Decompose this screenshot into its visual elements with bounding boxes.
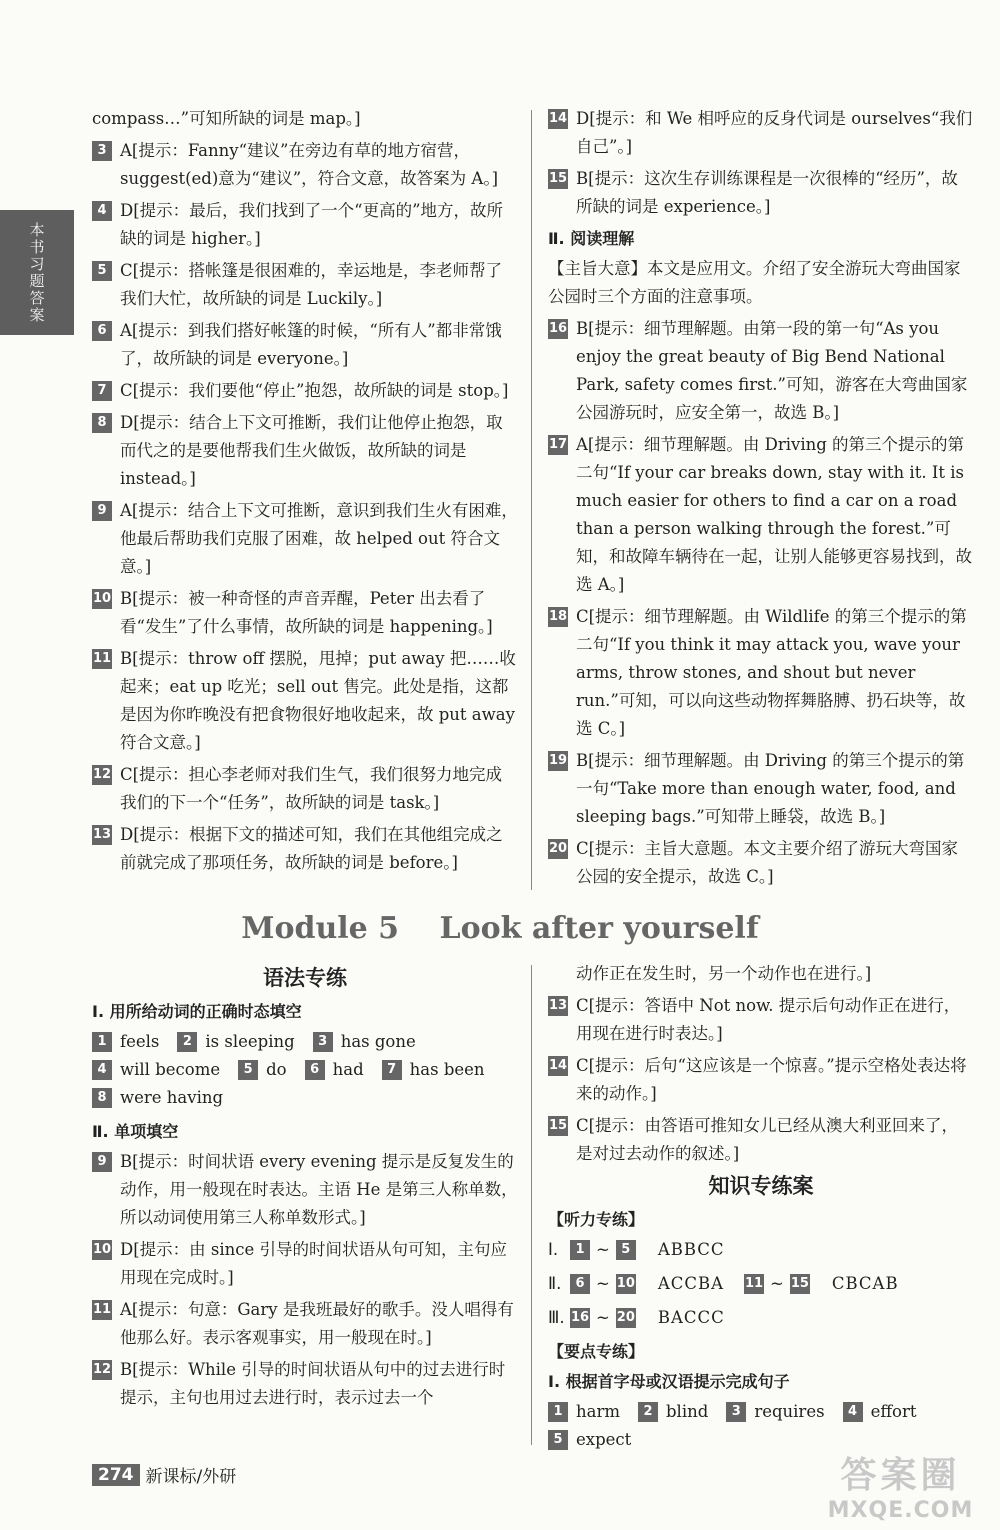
answer-item: [548, 747, 974, 831]
page-number: 274: [92, 1464, 140, 1486]
item-text: A[提示：细节理解题。由 Driving 的第三个提示的第二句“If your car breaks down, stay with it. It is much easier for others to find a car on a road than a person walking through the forest.”可知，和故障车辆待在一起，让别人能够更容易找到，故选 A。]: [576, 435, 972, 594]
item-text: A[提示：Fanny“建议”在旁边有草的地方宿营，suggest(ed)意为“建议”，符合文意，故答案为 A。]: [120, 141, 499, 188]
item-number: 4: [92, 1060, 112, 1080]
grammar-title: 语法专练: [263, 966, 347, 990]
answer-item: [92, 1236, 518, 1292]
answer-text: has gone: [340, 1032, 416, 1051]
right-top-column: [548, 105, 974, 895]
answer-item: [92, 761, 518, 817]
range-start: 11: [744, 1274, 764, 1294]
item-number: 3: [313, 1032, 333, 1052]
item-text: B[提示：throw off 摆脱，甩掉；put away 把……收起来；eat up 吃光；sell out 售完。此处是指，这都是因为你昨晚没有把食物很好地收起来，故 put away 符合文意。]: [120, 649, 516, 752]
item-number: 2: [177, 1032, 197, 1052]
item-text: A[提示：句意：Gary 是我班最好的歌手。没人唱得有他那么好。表示客观事实，用一般现在时。]: [120, 1300, 514, 1347]
watermark-text: 答案圈: [840, 1455, 961, 1496]
item-text: C[提示：我们要他“停止”抱怨，故所缺的词是 stop。]: [120, 381, 509, 400]
answer-item: [548, 165, 974, 221]
range-end: 10: [616, 1274, 636, 1294]
item-number: 5: [238, 1060, 258, 1080]
item-number: 1: [548, 1402, 568, 1422]
item-number: 7: [92, 381, 112, 401]
answer-item: [548, 992, 974, 1048]
answer-entry: [548, 1398, 620, 1426]
answer-item: [548, 1112, 974, 1168]
item-number: 13: [92, 825, 112, 845]
item-number: 17: [548, 435, 568, 455]
listening-row: Ⅱ. 6 ~ 10 ACCBA 11 ~ 15 CBCAB: [548, 1270, 974, 1298]
answer-entry: [382, 1056, 485, 1084]
answer-item: [92, 197, 518, 253]
item-text: B[提示：被一种奇怪的声音弄醒，Peter 出去看了看“发生”了什么事情，故所缺的词是 happening。]: [120, 589, 493, 636]
item-text: D[提示：最后，我们找到了一个“更高的”地方，故所缺的词是 higher。]: [120, 201, 504, 248]
answer-item: [92, 377, 518, 405]
answer-item: [548, 431, 974, 599]
answer-text: had: [332, 1060, 364, 1079]
item-number: 9: [92, 1152, 112, 1172]
answer-entry: [92, 1084, 223, 1112]
answer-entry: [92, 1028, 159, 1056]
answer-entry: [92, 1056, 220, 1084]
answer-entry: [843, 1398, 917, 1426]
item-number: 11: [92, 649, 112, 669]
answer-code: ACCBA: [657, 1274, 725, 1293]
answer-item: [92, 257, 518, 313]
left-top-column: [92, 105, 518, 881]
answer-text: do: [266, 1060, 287, 1079]
answer-item: [92, 317, 518, 373]
edition-label: 新课标/外研: [145, 1467, 237, 1487]
range-end: 20: [616, 1308, 636, 1328]
item-number: 14: [548, 109, 568, 129]
listening-row: Ⅲ. 16 ~ 20 BACCC: [548, 1304, 974, 1332]
answer-entry: [726, 1398, 824, 1426]
item-text: D[提示：和 We 相呼应的反身代词是 ourselves“我们自己”。]: [576, 109, 973, 156]
answer-text: blind: [666, 1402, 709, 1421]
item-text: B[提示：While 引导的时间状语从句中的过去进行时提示，主句也用过去进行时，表示过去一个: [120, 1360, 506, 1407]
watermark-logo: [813, 1447, 988, 1522]
listening-row: Ⅰ. 1 ~ 5 ABBCC: [548, 1236, 974, 1264]
left-bottom-column: [92, 960, 518, 1416]
item-number: 20: [548, 839, 568, 859]
item-number: 9: [92, 501, 112, 521]
item-number: 3: [92, 141, 112, 161]
item-text: C[提示：细节理解题。由 Wildlife 的第三个提示的第二句“If you think it may attack you, wave your arms, throw stones, and shout but never run.”可知，可以向这些动物挥舞胳膊、扔石块等，故选 C。]: [576, 607, 967, 738]
continuation-text: compass…”可知所缺的词是 map。]: [92, 109, 361, 128]
answer-item: [92, 409, 518, 493]
item-number: 4: [92, 201, 112, 221]
item-text: B[提示：细节理解题。由 Driving 的第三个提示的第一句“Take more than enough water, food, and sleeping bags.”可知带上睡袋，故选 B。]: [576, 751, 965, 826]
answer-item: [92, 1356, 518, 1412]
answer-text: were having: [120, 1088, 224, 1107]
answer-item: [548, 835, 974, 891]
answer-item: [92, 1148, 518, 1232]
continuation-text: 动作正在发生时，另一个动作也在进行。]: [576, 964, 872, 983]
item-number: 12: [92, 1360, 112, 1380]
item-number: 19: [548, 751, 568, 771]
range-start: 16: [570, 1308, 590, 1328]
watermark-url: MXQE.COM: [827, 1498, 974, 1523]
item-number: 2: [638, 1402, 658, 1422]
row-label: Ⅰ.: [548, 1240, 559, 1259]
keypoints-answers: [548, 1398, 974, 1454]
range-end: 15: [790, 1274, 810, 1294]
item-number: 4: [843, 1402, 863, 1422]
side-tab: 本书习题答案: [0, 210, 74, 335]
row-label: Ⅱ.: [548, 1274, 562, 1293]
column-divider-bottom: [531, 965, 532, 1445]
item-text: C[提示：搭帐篷是很困难的，幸运地是，李老师帮了我们大忙，故所缺的词是 Luckily。]: [120, 261, 503, 308]
item-number: 11: [92, 1300, 112, 1320]
item-text: B[提示：这次生存训练课程是一次很棒的“经历”，故所缺的词是 experience。]: [576, 169, 958, 216]
answer-item: [92, 1296, 518, 1352]
item-number: 10: [92, 589, 112, 609]
item-number: 12: [92, 765, 112, 785]
answer-entry: [638, 1398, 708, 1426]
answer-entry: [238, 1056, 287, 1084]
item-number: 15: [548, 1116, 568, 1136]
item-number: 8: [92, 1088, 112, 1108]
item-text: D[提示：结合上下文可推断，我们让他停止抱怨，取而代之的是要他帮我们生火做饭，故所缺的词是 instead。]: [120, 413, 503, 488]
keypoints-section-1-heading: Ⅰ. 根据首字母或汉语提示完成句子: [548, 1372, 790, 1391]
grammar-section-1-heading: Ⅰ. 用所给动词的正确时态填空: [92, 1002, 302, 1021]
answer-entry: [313, 1028, 416, 1056]
row-label: Ⅲ.: [548, 1308, 565, 1327]
item-text: C[提示：由答语可推知女儿已经从澳大利亚回来了，是对过去动作的叙述。]: [576, 1116, 959, 1163]
grammar-section-2-heading: Ⅱ. 单项填空: [92, 1122, 179, 1141]
answer-item: [92, 645, 518, 757]
answer-entry: [548, 1426, 631, 1454]
item-text: B[提示：细节理解题。由第一段的第一句“As you enjoy the great beauty of Big Bend National Park, safety comes first.”可知，游客在大弯曲国家公园游玩时，应安全第一，故选 B。]: [576, 319, 968, 422]
answer-text: harm: [576, 1402, 620, 1421]
answer-code: CBCAB: [831, 1274, 899, 1293]
answer-text: effort: [870, 1402, 917, 1421]
module-title: Module 5 Look after yourself: [241, 911, 759, 946]
item-number: 10: [92, 1240, 112, 1260]
item-text: D[提示：根据下文的描述可知，我们在其他组完成之前就完成了那项任务，故所缺的词是 before。]: [120, 825, 503, 872]
column-divider-top: [531, 110, 532, 890]
answer-item: [548, 603, 974, 743]
item-number: 14: [548, 1056, 568, 1076]
item-text: D[提示：由 since 引导的时间状语从句可知，主句应用现在完成时。]: [120, 1240, 508, 1287]
reading-heading: Ⅱ. 阅读理解: [548, 229, 635, 248]
answer-item: [92, 497, 518, 581]
item-number: 13: [548, 996, 568, 1016]
item-number: 3: [726, 1402, 746, 1422]
right-bottom-column: [548, 960, 974, 1460]
answer-code: BACCC: [657, 1308, 725, 1327]
keypoints-heading: 【要点专练】: [548, 1342, 645, 1361]
knowledge-title: 知识专练案: [708, 1174, 814, 1198]
range-end: 5: [616, 1240, 636, 1260]
answer-text: is sleeping: [205, 1032, 295, 1051]
item-text: C[提示：后句“这应该是一个惊喜。”提示空格处表达将来的动作。]: [576, 1056, 967, 1103]
item-number: 15: [548, 169, 568, 189]
item-text: C[提示：答语中 Not now. 提示后句动作正在进行，用现在进行时表达。]: [576, 996, 961, 1043]
item-number: 16: [548, 319, 568, 339]
answer-entry: [305, 1056, 364, 1084]
page-footer: [92, 1462, 236, 1487]
answer-item: [92, 821, 518, 877]
item-number: 6: [305, 1060, 325, 1080]
answer-text: requires: [754, 1402, 825, 1421]
item-text: B[提示：时间状语 every evening 提示是反复发生的动作，用一般现在时表达。主语 He 是第三人称单数，所以动词使用第三人称单数形式。]: [120, 1152, 518, 1227]
answer-text: expect: [576, 1430, 632, 1449]
range-start: 6: [570, 1274, 590, 1294]
item-text: C[提示：担心李老师对我们生气，我们很努力地完成我们的下一个“任务”，故所缺的词是 task。]: [120, 765, 503, 812]
item-text: A[提示：到我们搭好帐篷的时候，“所有人”都非常饿了，故所缺的词是 everyone。]: [120, 321, 502, 368]
grammar-answers: [92, 1028, 518, 1112]
answer-item: [548, 1052, 974, 1108]
item-text: A[提示：结合上下文可推断，意识到我们生火有困难，他最后帮助我们克服了困难，故 helped out 符合文意。]: [120, 501, 518, 576]
answer-item: [548, 105, 974, 161]
item-number: 1: [92, 1032, 112, 1052]
item-number: 18: [548, 607, 568, 627]
answer-item: [92, 585, 518, 641]
item-number: 5: [92, 261, 112, 281]
item-number: 8: [92, 413, 112, 433]
item-number: 5: [548, 1430, 568, 1450]
item-number: 7: [382, 1060, 402, 1080]
item-number: 6: [92, 321, 112, 341]
listening-heading: 【听力专练】: [548, 1210, 645, 1229]
answer-item: [92, 137, 518, 193]
answer-text: will become: [120, 1060, 221, 1079]
answer-code: ABBCC: [657, 1240, 725, 1259]
answer-text: feels: [120, 1032, 160, 1051]
main-idea: 【主旨大意】本文是应用文。介绍了安全游玩大弯曲国家公园时三个方面的注意事项。: [548, 259, 961, 306]
answer-text: has been: [409, 1060, 485, 1079]
answer-entry: [177, 1028, 294, 1056]
item-text: C[提示：主旨大意题。本文主要介绍了游玩大弯国家公园的安全提示，故选 C。]: [576, 839, 959, 886]
range-start: 1: [570, 1240, 590, 1260]
answer-item: [548, 315, 974, 427]
